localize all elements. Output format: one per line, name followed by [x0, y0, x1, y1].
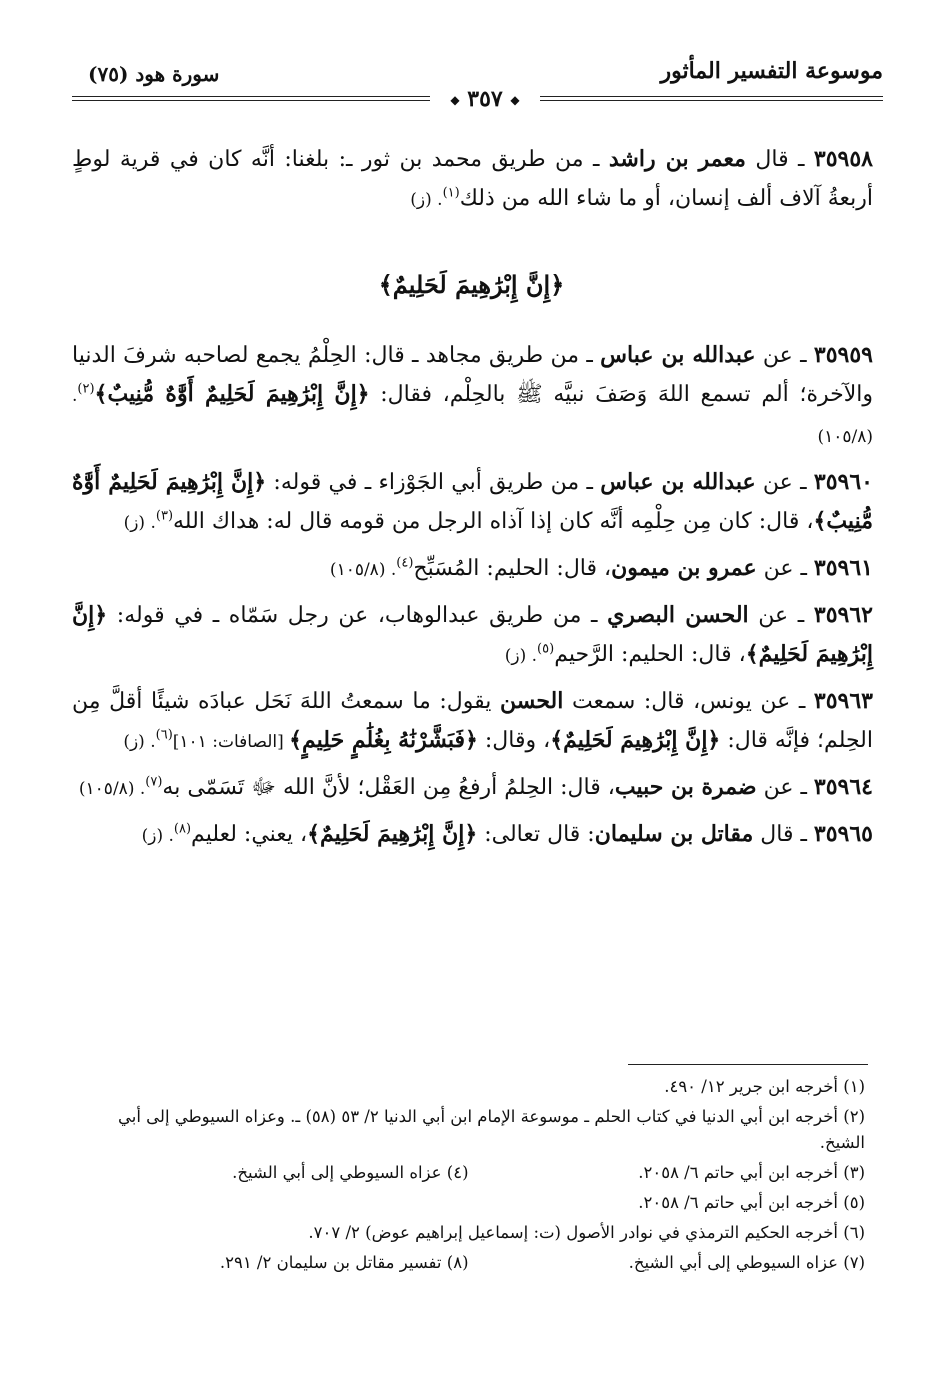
book-title: موسوعة التفسير المأثور [660, 58, 883, 84]
entry-35963 [72, 682, 873, 762]
footnote-row [72, 1250, 865, 1276]
footnote-3: (٣) أخرجه ابن أبي حاتم ٦/ ٢٠٥٨. [638, 1163, 865, 1182]
entry-35961 [72, 549, 873, 590]
reference: . (ز) [123, 732, 156, 752]
reference: . (١٠٥/٨) [78, 779, 146, 799]
footnotes [72, 1074, 865, 1280]
entry-text: ـ من طريق محمد بن ثور ـ: بلغنا: أنَّه كان في قرية لوطٍ أربعةُ آلاف ألف إنسان، أو ما شاء الله من ذلك [72, 147, 873, 211]
footnote-1: (١) أخرجه ابن جرير ١٢/ ٤٩٠. [664, 1077, 865, 1096]
quran-verse: ﴿إِنَّ إِبْرَٰهِيمَ لَحَلِيمٌ أَوَّٰهٌ مُّنِيبٌ﴾ [72, 469, 873, 534]
footnote-marker: (٦) [155, 727, 173, 743]
entry-text: ـ قال [753, 822, 814, 847]
footnote-8: (٨) تفسير مقاتل بن سليمان ٢/ ٢٩١. [219, 1253, 469, 1272]
quran-verse: ﴿فَبَشَّرْنَٰهُ بِغُلَٰمٍ حَلِيمٍ﴾ [289, 727, 478, 753]
section-heading: ﴿إِنَّ إِبْرَٰهِيمَ لَحَلِيمٌ﴾ [378, 270, 565, 299]
entry-text: ـ عن [755, 470, 814, 495]
entry-text: ـ قال [745, 147, 814, 172]
entry-text: ، قال: الحليم: الرَّحيم [554, 642, 746, 667]
entry-text: ـ من طريق عبدالوهاب، عن رجل سَمّاه ـ في قوله: [107, 603, 608, 628]
reference: . (ز) [504, 646, 538, 666]
footnote-2: (٢) أخرجه ابن أبي الدنيا في كتاب الحلم ـ موسوعة الإمام ابن أبي الدنيا ٢/ ٥٣ (٥٨) ـ. وعزاه السيوطي إلى أبي الشيخ. [118, 1107, 865, 1152]
footnote-5: (٥) أخرجه ابن أبي حاتم ٦/ ٢٠٥٨. [638, 1193, 865, 1212]
surah-label: سورة هود (٧٥) [88, 62, 220, 86]
quran-verse: ﴿إِنَّ إِبْرَٰهِيمَ لَحَلِيمٌ﴾ [72, 602, 873, 667]
entry-text: ، قال: الحِلمُ أرفعُ مِن العَقْل؛ لأنَّ الله ﷻ تَسَمّى به [162, 775, 615, 800]
footnote-marker: (٤) [396, 555, 414, 571]
footnote-7: (٧) عزاه السيوطي إلى أبي الشيخ. [628, 1253, 865, 1272]
reference: . (١٠٥/٨) [72, 386, 873, 447]
quran-verse: ﴿إِنَّ إِبْرَٰهِيمَ لَحَلِيمٌ أَوَّٰهٌ مُّنِيبٌ﴾ [94, 381, 370, 407]
footnote-6: (٦) أخرجه الحكيم الترمذي في نوادر الأصول (ت: إسماعيل إبراهيم عوض) ٢/ ٧٠٧. [308, 1223, 865, 1242]
quran-verse: ﴿إِنَّ إِبْرَٰهِيمَ لَحَلِيمٌ﴾ [307, 821, 478, 847]
entry-text: ـ عن [748, 603, 814, 628]
entry-number: ٣٥٩٦٠ [813, 469, 873, 495]
narrator-name: عبدالله بن عباس [600, 342, 756, 368]
narrator-name: مقاتل بن سليمان [594, 821, 754, 847]
page-number-box [430, 86, 540, 112]
footnote-4: (٤) عزاه السيوطي إلى أبي الشيخ. [232, 1163, 469, 1182]
surah-citation: [الصافات: ١٠١] [172, 732, 290, 752]
footnote-row [72, 1160, 865, 1186]
entry-text: ، يعني: لعليم [191, 822, 308, 847]
narrator-name: معمر بن راشد [608, 146, 746, 172]
footnote-marker: (٥) [537, 641, 555, 657]
entry-text: ـ من طريق أبي الجَوْزاء ـ في قوله: [266, 470, 601, 495]
footnote-marker: (٧) [145, 774, 163, 790]
entry-text: يقول: ما سمعتُ اللهَ نَحَل عبادَه شيئًا أقلَّ مِن الحِلم؛ فإنَّه قال: [72, 689, 873, 753]
narrator-name: الحسن [499, 688, 564, 714]
entry-35965 [72, 815, 873, 856]
entry-35962 [72, 596, 873, 676]
entry-number: ٣٥٩٦١ [813, 555, 873, 581]
entry-number: ٣٥٩٥٩ [813, 342, 873, 368]
entry-35960 [72, 463, 873, 543]
reference: . (ز) [410, 190, 443, 210]
narrator-name: عبدالله بن عباس [600, 469, 756, 495]
entry-number: ٣٥٩٦٣ [813, 688, 873, 714]
ornament-icon: ◆ [450, 93, 460, 107]
reference: . (ز) [141, 826, 174, 846]
entry-number: ٣٥٩٦٢ [813, 602, 873, 628]
entry-text: ـ عن [756, 775, 814, 800]
page-number: ٣٥٧ [467, 86, 503, 112]
ornament-icon: ◆ [510, 93, 520, 107]
entry-text: ، قال: كان مِن حِلْمِه أنَّه كان إذا آذاه الرجل من قومه قال له: هداك الله [173, 509, 814, 534]
entry-text: ـ عن [755, 343, 814, 368]
entry-text: : قال تعالى: [477, 822, 595, 847]
entry-35959 [72, 336, 873, 457]
entry-number: ٣٥٩٦٥ [813, 821, 873, 847]
footnote-rule [628, 1064, 868, 1065]
narrator-name: الحسن البصري [607, 602, 749, 628]
footnote-marker: (١) [442, 185, 460, 201]
quran-verse: ﴿إِنَّ إِبْرَٰهِيمَ لَحَلِيمٌ﴾ [550, 727, 721, 753]
footnote-marker: (٨) [173, 821, 192, 837]
entry-text: ، وقال: [477, 728, 551, 753]
entry-text: ـ من طريق مجاهد ـ قال: الحِلْمُ يجمع لصاحبه شرفَ الدنيا والآخرة؛ ألم تسمع اللهَ وَصَفَ نبيَّه ﷺ بالحِلْم، فقال: [72, 343, 873, 407]
entry-35958 [72, 140, 873, 220]
entry-text: ـ عن [756, 556, 814, 581]
footnote-marker: (٢) [77, 381, 95, 397]
reference: . (١٠٥/٨) [329, 560, 397, 580]
reference: . (ز) [123, 513, 156, 533]
entry-number: ٣٥٩٦٤ [813, 774, 873, 800]
entries-body [72, 336, 873, 862]
narrator-name: عمرو بن ميمون [611, 555, 757, 581]
entry-number: ٣٥٩٥٨ [813, 146, 873, 172]
entry-text: ، قال: الحليم: المُسَبِّح [413, 556, 612, 581]
footnote-marker: (٣) [155, 508, 174, 524]
entry-text: ـ عن يونس، قال: سمعت [563, 689, 814, 714]
entry-35964 [72, 768, 873, 809]
narrator-name: ضمرة بن حبيب [614, 774, 757, 800]
